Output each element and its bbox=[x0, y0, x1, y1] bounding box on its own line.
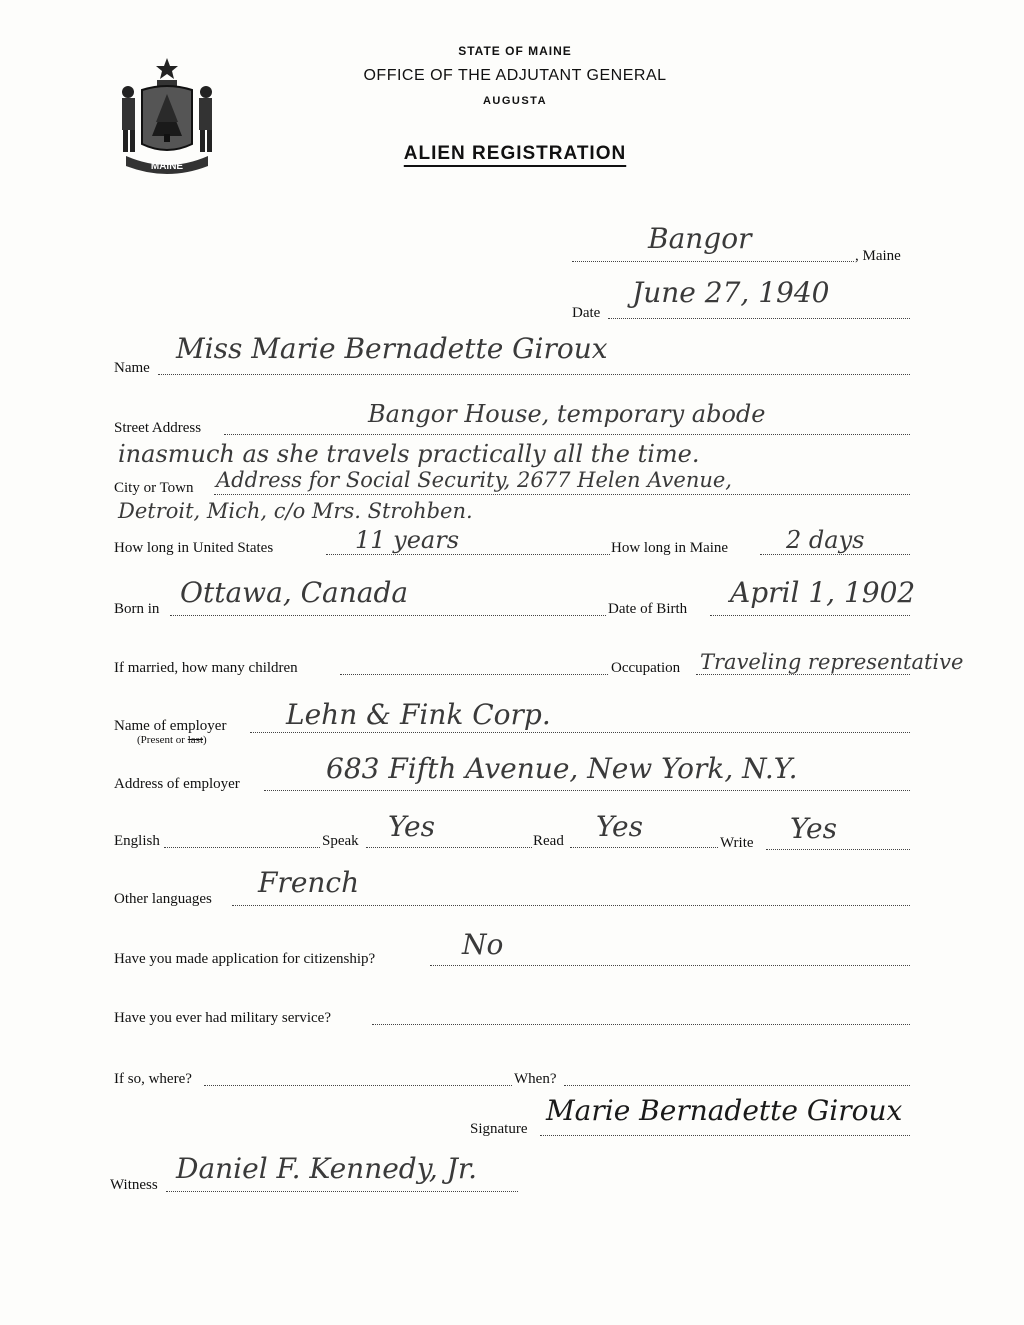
signature-label: Signature bbox=[470, 1121, 528, 1137]
how-long-maine-value: 2 days bbox=[786, 526, 865, 554]
write-label: Write bbox=[720, 835, 754, 851]
when-label: When? bbox=[514, 1071, 557, 1087]
citizenship-value: No bbox=[462, 928, 504, 961]
signature-value: Marie Bernadette Giroux bbox=[546, 1094, 903, 1127]
date-label: Date bbox=[572, 305, 601, 321]
citizenship-line bbox=[430, 965, 910, 966]
town-value: Bangor bbox=[648, 222, 752, 255]
date-value: June 27, 1940 bbox=[632, 276, 830, 309]
born-in-label: Born in bbox=[114, 601, 160, 617]
street-label: Street Address bbox=[114, 420, 202, 436]
other-languages-line bbox=[232, 905, 910, 906]
maine-label: , Maine bbox=[855, 248, 901, 264]
citizenship-label: Have you made application for citizenship? bbox=[114, 951, 376, 967]
children-label: If married, how many children bbox=[114, 660, 298, 676]
military-label: Have you ever had military service? bbox=[114, 1010, 331, 1026]
name-label: Name bbox=[114, 360, 150, 376]
employer-label: Name of employer bbox=[114, 718, 227, 734]
born-in-value: Ottawa, Canada bbox=[180, 576, 409, 609]
read-line bbox=[570, 847, 718, 848]
occupation-label: Occupation bbox=[611, 660, 681, 676]
date-line bbox=[608, 318, 910, 319]
where-label: If so, where? bbox=[114, 1071, 192, 1087]
town-line bbox=[572, 261, 854, 262]
street-value-2: inasmuch as she travels practically all the time. bbox=[118, 440, 700, 468]
witness-line bbox=[166, 1191, 518, 1192]
city-value-1: Address for Social Security, 2677 Helen Avenue, bbox=[216, 468, 732, 492]
other-languages-label: Other languages bbox=[114, 891, 212, 907]
how-long-us-line bbox=[326, 554, 610, 555]
seal-text: MAINE bbox=[150, 161, 184, 172]
speak-line bbox=[366, 847, 532, 848]
signature-line bbox=[540, 1135, 910, 1136]
how-long-maine-label: How long in Maine bbox=[611, 540, 729, 556]
city-value-2: Detroit, Mich, c/o Mrs. Strohben. bbox=[118, 499, 473, 523]
write-value: Yes bbox=[790, 812, 837, 845]
other-languages-value: French bbox=[258, 866, 360, 899]
how-long-maine-line bbox=[760, 554, 910, 555]
employer-address-line bbox=[264, 790, 910, 791]
when-line bbox=[564, 1085, 910, 1086]
name-value: Miss Marie Bernadette Giroux bbox=[176, 332, 608, 365]
how-long-us-label: How long in United States bbox=[114, 540, 274, 556]
dob-value: April 1, 1902 bbox=[730, 576, 916, 609]
city-line bbox=[214, 494, 910, 495]
header-state: STATE OF MAINE bbox=[458, 44, 572, 58]
city-label: City or Town bbox=[114, 480, 194, 496]
header-office: OFFICE OF THE ADJUTANT GENERAL bbox=[363, 67, 667, 84]
how-long-us-value: 11 years bbox=[355, 526, 460, 554]
street-value-1: Bangor House, temporary abode bbox=[368, 400, 766, 428]
witness-value: Daniel F. Kennedy, Jr. bbox=[176, 1152, 478, 1185]
military-line bbox=[372, 1024, 910, 1025]
name-line bbox=[158, 374, 910, 375]
employer-value: Lehn & Fink Corp. bbox=[286, 698, 551, 731]
maine-state-seal bbox=[112, 56, 222, 176]
header-city: AUGUSTA bbox=[482, 95, 548, 107]
dob-label: Date of Birth bbox=[608, 601, 688, 617]
children-line bbox=[340, 674, 608, 675]
employer-sublabel: (Present or last) bbox=[137, 734, 207, 746]
speak-value: Yes bbox=[388, 810, 435, 843]
occupation-line bbox=[696, 674, 910, 675]
read-label: Read bbox=[533, 833, 564, 849]
read-value: Yes bbox=[596, 810, 643, 843]
witness-label: Witness bbox=[110, 1177, 158, 1193]
form-title: ALIEN REGISTRATION bbox=[403, 143, 627, 164]
employer-address-label: Address of employer bbox=[114, 776, 240, 792]
employer-line bbox=[250, 732, 910, 733]
employer-address-value: 683 Fifth Avenue, New York, N.Y. bbox=[326, 752, 798, 785]
english-label: English bbox=[114, 833, 160, 849]
born-in-line bbox=[170, 615, 606, 616]
where-line bbox=[204, 1085, 512, 1086]
english-line bbox=[164, 847, 320, 848]
speak-label: Speak bbox=[322, 833, 359, 849]
write-line bbox=[766, 849, 910, 850]
dob-line bbox=[710, 615, 910, 616]
occupation-value: Traveling representative bbox=[700, 650, 964, 674]
street-line bbox=[224, 434, 910, 435]
